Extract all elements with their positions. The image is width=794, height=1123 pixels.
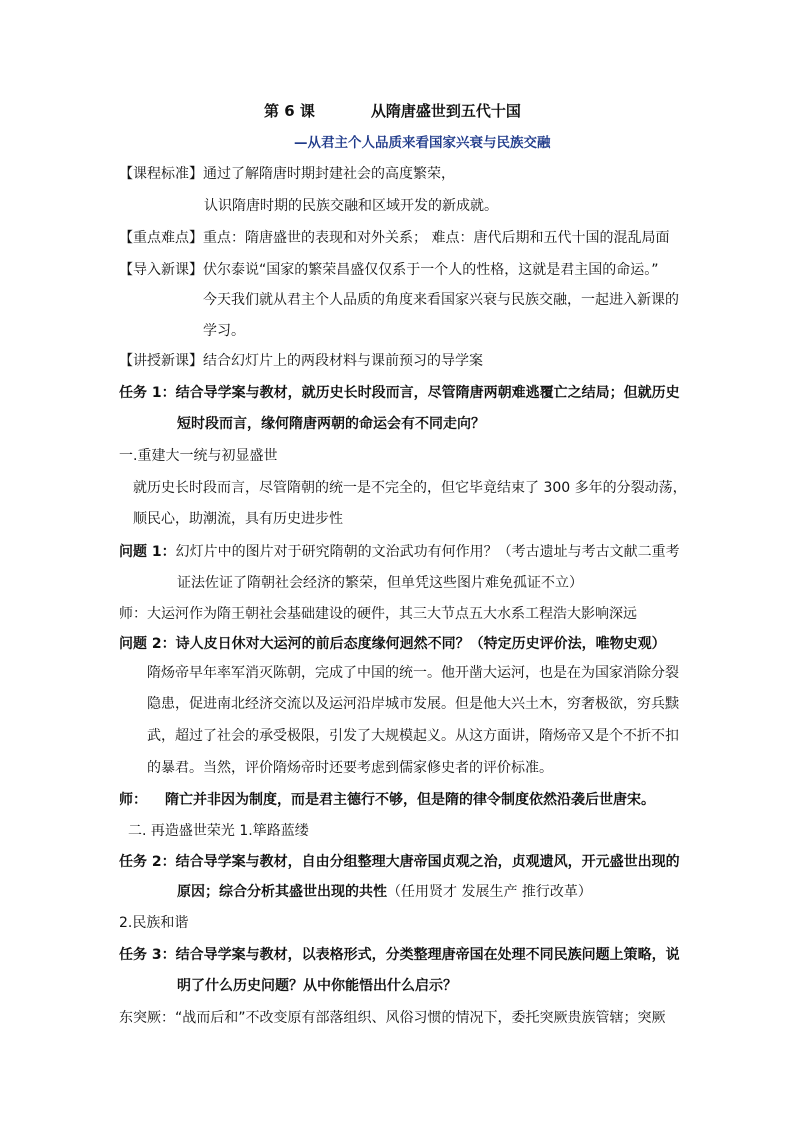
section-tag: 【导入新课】 (119, 262, 203, 278)
intro-line3: 学习。 (203, 323, 245, 339)
paragraph-2-line4: 的暴君。当然，评价隋炀帝时还要考虑到儒家修史者的评价标准。 (147, 760, 553, 776)
question-label: 问题 2： (119, 636, 176, 652)
task-1: 任务 1：结合导学案与教材，就历史长时段而言，尽管隋唐两朝难逃覆亡之结局；但就历史 (119, 385, 680, 401)
teacher-label: 师： (119, 792, 147, 808)
paragraph-1-line2: 顺民心，助潮流，具有历史进步性 (133, 511, 343, 527)
question-1: 问题 1：幻灯片中的图片对于研究隋朝的文治武功有何作用？（考古遗址与考古文献二重考 (119, 544, 680, 560)
section-tag: 【课程标准】 (119, 166, 203, 182)
lecture: 【讲授新课】结合幻灯片上的两段材料与课前预习的导学案 (119, 353, 483, 369)
section-tag: 【讲授新课】 (119, 353, 203, 369)
paragraph-2-line2: 隐患，促进南北经济交流以及运河沿岸城市发展。但是他大兴土木，穷奢极欲，穷兵黩 (147, 696, 679, 712)
lesson-title (264, 101, 521, 121)
question-1-line2: 证法佐证了隋朝社会经济的繁荣，但单凭这些图片难免孤证不立） (177, 575, 583, 591)
course-standard: 【课程标准】通过了解隋唐时期封建社会的高度繁荣， (119, 166, 455, 182)
subheading-ethnic-harmony: 2.民族和谐 (119, 915, 189, 931)
paragraph-1: 就历史长时段而言，尽管隋朝的统一是不完全的，但它毕竟结束了 300 多年的分裂动荡， (133, 480, 687, 496)
teacher-note-2: 师： 隋亡并非因为制度，而是君主德行不够，但是隋的律令制度依然沿袭后世唐宋。 (119, 792, 655, 808)
lesson-number: 第 6 课 (264, 102, 315, 120)
section-heading-1: 一.重建大一统与初显盛世 (119, 448, 278, 464)
task-3-line2: 明了什么历史问题？从中你能悟出什么启示？ (177, 978, 457, 994)
intro-line2: 今天我们就从君主个人品质的角度来看国家兴衰与民族交融，一起进入新课的 (203, 292, 679, 308)
east-turks-line: 东突厥：“战而后和”不改变原有部落组织、风俗习惯的情况下，委托突厥贵族管辖；突厥 (119, 1010, 666, 1026)
task-3: 任务 3：结合导学案与教材，以表格形式，分类整理唐帝国在处理不同民族问题上策略，说 (119, 947, 680, 963)
lesson-name: 从隋唐盛世到五代十国 (370, 102, 521, 120)
paragraph-2-line3: 武，超过了社会的承受极限，引发了大规模起义。从这方面讲，隋炀帝又是个不折不扣 (147, 728, 679, 744)
lesson-subtitle: —从君主个人品质来看国家兴衰与民族交融 (294, 135, 551, 151)
question-2: 问题 2：诗人皮日休对大运河的前后态度缘何迥然不同？（特定历史评价法，唯物史观） (119, 636, 666, 652)
section-tag: 【重点难点】 (119, 230, 203, 246)
task-1-line2: 短时段而言，缘何隋唐两朝的命运会有不同走向？ (177, 416, 485, 432)
section-heading-2: 二. 再造盛世荣光 1.筚路蓝缕 (128, 823, 309, 839)
task-2-line2: 原因；综合分析其盛世出现的共性（任用贤才 发展生产 推行改革） (177, 884, 592, 900)
paragraph-2: 隋炀帝早年率军消灭陈朝，完成了中国的统一。他开凿大运河，也是在为国家消除分裂 (147, 665, 679, 681)
key-points: 【重点难点】重点：隋唐盛世的表现和对外关系； 难点：唐代后期和五代十国的混乱局面 (119, 230, 670, 246)
task-2: 任务 2：结合导学案与教材，自由分组整理大唐帝国贞观之治，贞观遗风，开元盛世出现的 (119, 854, 680, 870)
question-label: 问题 1： (119, 544, 176, 560)
teacher-note-1: 师：大运河作为隋王朝社会基础建设的硬件，其三大节点五大水系工程浩大影响深远 (119, 606, 637, 622)
course-standard-line2: 认识隋唐时期的民族交融和区域开发的新成就。 (204, 198, 498, 214)
intro: 【导入新课】伏尔泰说“国家的繁荣昌盛仅仅系于一个人的性格，这就是君主国的命运。” (119, 262, 659, 278)
